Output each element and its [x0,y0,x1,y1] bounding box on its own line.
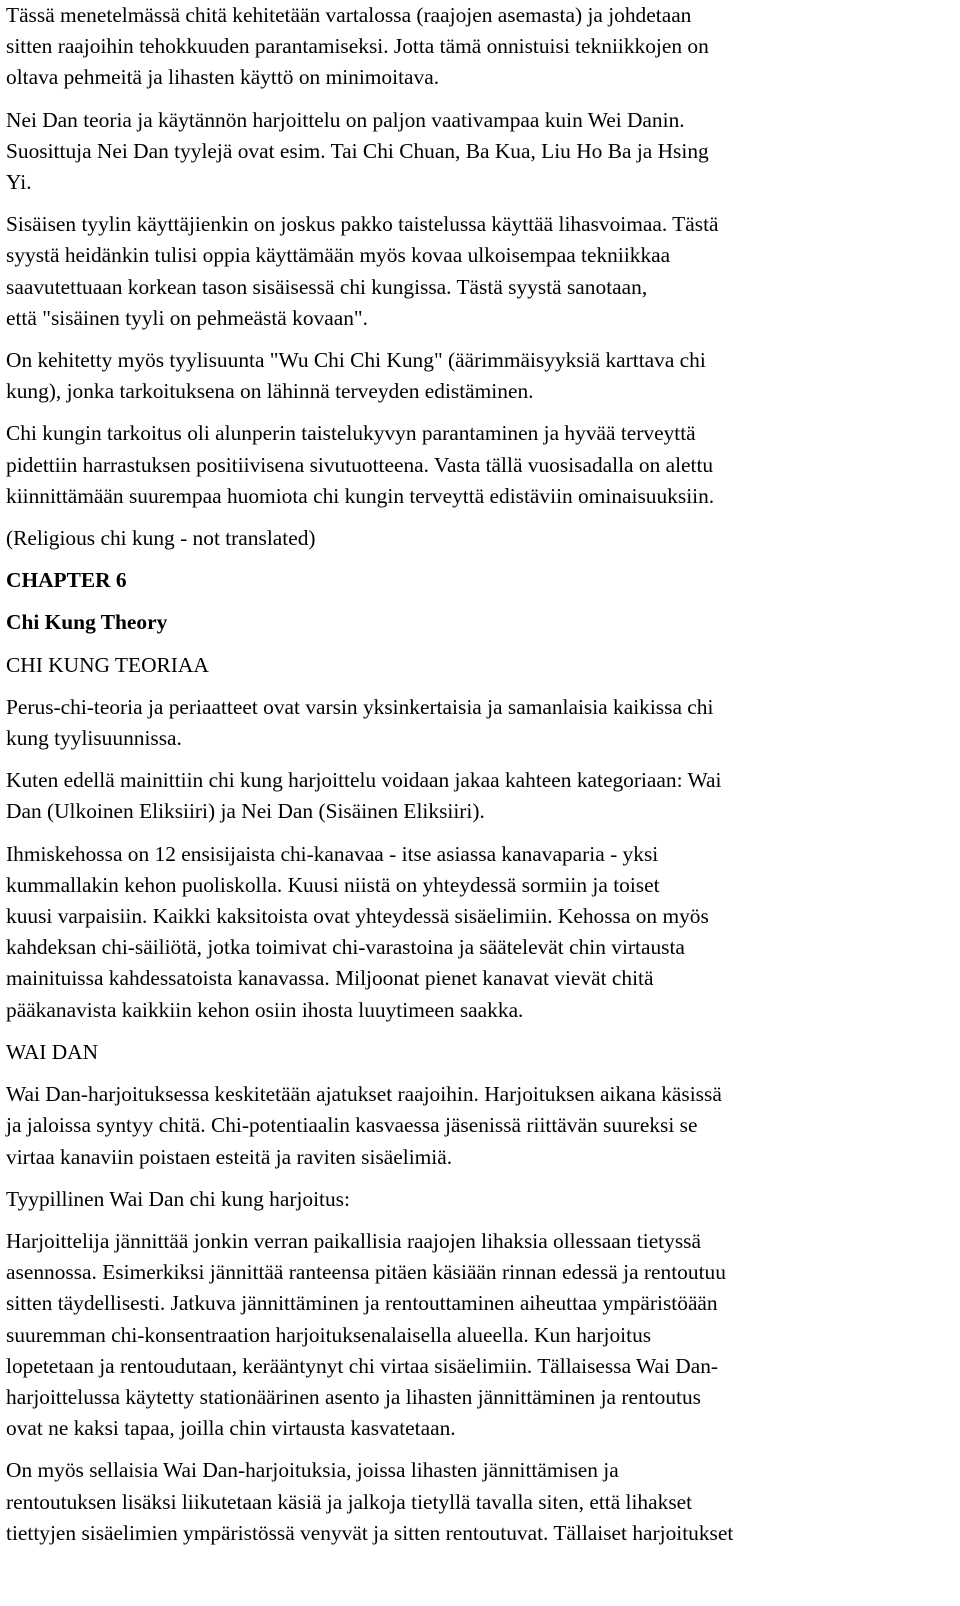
text-line: Kuten edellä mainittiin chi kung harjoittelu voidaan jakaa kahteen kategoriaan: Wai [6,768,722,793]
paragraph-8 [6,839,946,1026]
text-line: rentoutuksen lisäksi liikutetaan käsiä ja jalkoja tietyllä tavalla siten, että lihakset [6,1489,693,1514]
text-line: Tyypillinen Wai Dan chi kung harjoitus: [6,1186,350,1211]
paragraph-gap [6,334,946,345]
text-line: syystä heidänkin tulisi oppia käyttämään myös kovaa ulkoisempaa tekniikkaa [6,243,671,268]
paragraph-gap [6,828,946,839]
text-line: kiinnittämään suurempaa huomiota chi kungin terveyttä edistäviin ominaisuuksiin. [6,483,715,508]
paragraph-4 [6,345,946,407]
text-line: kung), jonka tarkoituksena on lähinnä terveyden edistäminen. [6,379,534,404]
text-line: On kehitetty myös tyylisuunta "Wu Chi Chi Kung" (äärimmäisyyksiä karttava chi [6,348,706,373]
text-line: Sisäisen tyylin käyttäjienkin on joskus pakko taistelussa käyttää lihasvoimaa. Tästä [6,212,719,237]
paragraph-gap [6,639,946,650]
paragraph-10 [6,1184,946,1215]
chapter-heading [6,565,946,596]
text-line: Chi kungin tarkoitus oli alunperin taistelukyvyn parantaminen ja hyvää terveyttä [6,421,696,446]
paragraph-7 [6,765,946,827]
text-line: mainituissa kahdessatoista kanavassa. Miljoonat pienet kanavat vievät chitä [6,966,654,991]
text-line: Chi Kung Theory [6,610,168,635]
text-line: kuusi varpaisiin. Kaikki kaksitoista ovat yhteydessä sisäelimiin. Kehossa on myös [6,904,709,929]
paragraph-gap [6,1173,946,1184]
paragraph-gap [6,1068,946,1079]
text-line: harjoittelussa käytetty stationäärinen asento ja lihasten jännittäminen ja rentoutus [6,1384,701,1409]
text-line: WAI DAN [6,1039,99,1064]
paragraph-6 [6,692,946,754]
text-line: sitten täydellisesti. Jatkuva jännittäminen ja rentouttaminen aiheuttaa ympäristöään [6,1291,718,1316]
paragraph-gap [6,554,946,565]
text-line: ja jaloissa syntyy chitä. Chi-potentiaalin kasvaessa jäsenissä riittävän suureksi se [6,1113,698,1138]
paragraph-gap [6,198,946,209]
text-line: ovat ne kaksi tapaa, joilla chin virtausta kasvatetaan. [6,1416,456,1441]
paragraph-gap [6,1215,946,1226]
text-line: Ihmiskehossa on 12 ensisijaista chi-kanavaa - itse asiassa kanavaparia - yksi [6,841,659,866]
paragraph-5 [6,418,946,512]
text-line: että "sisäinen tyyli on pehmeästä kovaan". [6,305,368,330]
text-line: (Religious chi kung - not translated) [6,526,316,551]
paragraph-12 [6,1455,946,1549]
section-heading-wai-dan [6,1037,946,1068]
text-line: tiettyjen sisäelimien ympäristössä venyvät ja sitten rentoutuvat. Tällaiset harjoitukset [6,1520,734,1545]
text-line: kahdeksan chi-säiliötä, jotka toimivat chi-varastoina ja säätelevät chin virtausta [6,935,685,960]
paragraph-gap [6,512,946,523]
text-line: Perus-chi-teoria ja periaatteet ovat varsin yksinkertaisia ja samanlaisia kaikissa chi [6,694,714,719]
text-line: Wai Dan-harjoituksessa keskitetään ajatukset raajoihin. Harjoituksen aikana käsissä [6,1082,722,1107]
text-line: asennossa. Esimerkiksi jännittää ranteensa pitäen käsiään rinnan edessä ja rentoutuu [6,1260,726,1285]
text-line: Nei Dan teoria ja käytännön harjoittelu on paljon vaativampaa kuin Wei Danin. [6,107,685,132]
text-line: virtaa kanaviin poistaen esteitä ja raviten sisäelimiä. [6,1144,453,1169]
paragraph-gap [6,407,946,418]
text-line: On myös sellaisia Wai Dan-harjoituksia, joissa lihasten jännittämisen ja [6,1458,619,1483]
text-line: lopetetaan ja rentoudutaan, kerääntynyt chi virtaa sisäelimiin. Tällaisessa Wai Dan- [6,1353,719,1378]
text-line: Dan (Ulkoinen Eliksiiri) ja Nei Dan (Sisäinen Eliksiiri). [6,799,485,824]
paragraph-gap [6,681,946,692]
text-line: Yi. [6,170,32,195]
text-line: oltava pehmeitä ja lihasten käyttö on minimoitava. [6,65,440,90]
paragraph-2 [6,105,946,199]
text-line: kummallakin kehon puoliskolla. Kuusi niistä on yhteydessä sormiin ja toiset [6,872,660,897]
text-line: kung tyylisuunnissa. [6,726,182,751]
text-line: sitten raajoihin tehokkuuden parantamiseksi. Jotta tämä onnistuisi tekniikkojen on [6,34,709,59]
paragraph-gap [6,754,946,765]
paragraph-gap [6,1026,946,1037]
text-line: Tässä menetelmässä chitä kehitetään vartalossa (raajojen asemasta) ja johdetaan [6,3,692,27]
text-line: Harjoittelija jännittää jonkin verran paikallisia raajojen lihaksia ollessaan tietyssä [6,1228,701,1253]
paragraph-gap [6,596,946,607]
text-line: pääkanavista kaikkiin kehon osiin ihosta luuytimeen saakka. [6,997,524,1022]
section-heading-chi-kung-teoriaa [6,650,946,681]
text-line: CHAPTER 6 [6,568,127,593]
paragraph-gap [6,1444,946,1455]
paragraph-3 [6,209,946,334]
text-line: CHI KUNG TEORIAA [6,652,209,677]
text-line: Suosittuja Nei Dan tyylejä ovat esim. Tai Chi Chuan, Ba Kua, Liu Ho Ba ja Hsing [6,138,709,163]
religious-note [6,523,946,554]
paragraph-9 [6,1079,946,1173]
text-line: saavutettuaan korkean tason sisäisessä chi kungissa. Tästä syystä sanotaan, [6,274,648,299]
chapter-title [6,607,946,638]
paragraph-gap [6,94,946,105]
paragraph-1 [6,0,946,94]
text-line: pidettiin harrastuksen positiivisena sivutuotteena. Vasta tällä vuosisadalla on alettu [6,452,714,477]
paragraph-11 [6,1226,946,1444]
text-line: suuremman chi-konsentraation harjoituksenalaisella alueella. Kun harjoitus [6,1322,652,1347]
document-page [6,0,946,1549]
